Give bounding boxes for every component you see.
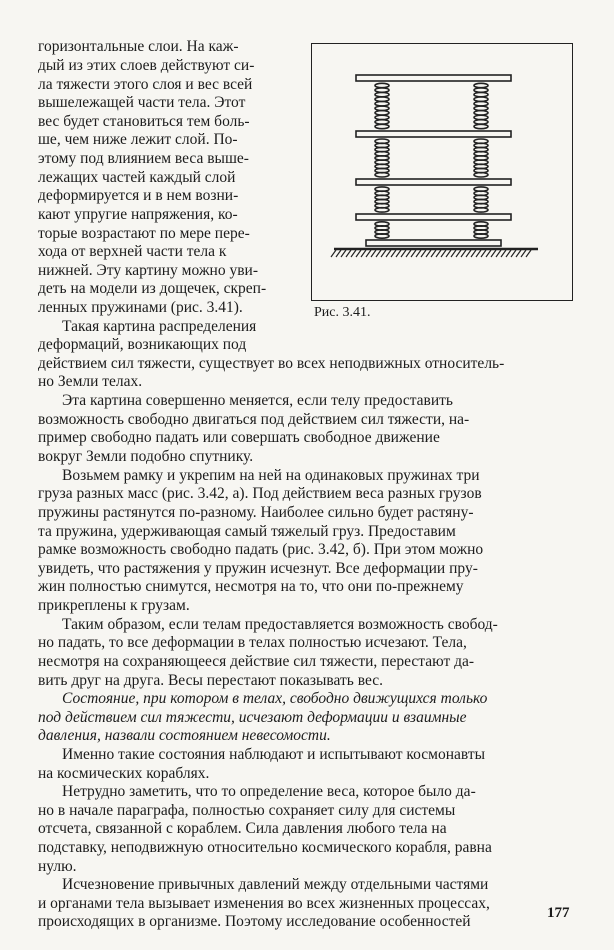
hatch-stroke bbox=[351, 250, 356, 257]
springs-boards-diagram bbox=[312, 44, 571, 299]
spring-coil bbox=[474, 124, 488, 128]
hatch-stroke bbox=[431, 250, 436, 257]
hatch-stroke bbox=[396, 250, 401, 257]
hatch-stroke bbox=[426, 250, 431, 257]
spring-coil bbox=[474, 120, 488, 124]
figure-caption: Рис. 3.41. bbox=[314, 305, 371, 320]
definition-line: под действием сил тяжести, исчезают деформации и взаимные bbox=[38, 709, 467, 726]
ground-hatch bbox=[331, 250, 531, 257]
text-line: подставку, неподвижную относительно космического корабля, равна bbox=[38, 839, 492, 856]
spring-coil bbox=[474, 92, 488, 96]
text-line: ленных пружинами (рис. 3.41). bbox=[38, 299, 243, 316]
hatch-stroke bbox=[411, 250, 416, 257]
text-line: возможность свободно двигаться под действием сил тяжести, на- bbox=[38, 411, 470, 428]
hatch-stroke bbox=[511, 250, 516, 257]
text-line: деть на модели из дощечек, скреп- bbox=[38, 280, 267, 297]
hatch-stroke bbox=[461, 250, 466, 257]
text-line: нижней. Эту картину можно уви- bbox=[38, 262, 258, 279]
text-line: этому под влиянием веса выше- bbox=[38, 150, 249, 167]
text-line: нулю. bbox=[38, 858, 77, 875]
hatch-stroke bbox=[346, 250, 351, 257]
text-line: несмотря на сохраняющееся действие сил тяжести, перестают да- bbox=[38, 653, 475, 670]
spring-coil bbox=[375, 111, 389, 115]
text-line: пружины растянутся по-разному. Наиболее сильно будет растяну- bbox=[38, 504, 474, 521]
text-line: Нетрудно заметить, что то определение веса, которое было да- bbox=[62, 783, 476, 800]
hatch-stroke bbox=[421, 250, 426, 257]
hatch-stroke bbox=[391, 250, 396, 257]
text-line: прикреплены к грузам. bbox=[38, 597, 190, 614]
text-line: кают упругие напряжения, ко- bbox=[38, 206, 238, 223]
text-line: вить друг на друга. Весы перестают показывать вес. bbox=[38, 672, 383, 689]
spring-coil bbox=[375, 102, 389, 106]
text-line: Возьмем рамку и укрепим на ней на одинаковых пружинах три bbox=[62, 467, 480, 484]
hatch-stroke bbox=[371, 250, 376, 257]
hatch-stroke bbox=[501, 250, 506, 257]
text-line: та пружина, удерживающая самый тяжелый груз. Предоставим bbox=[38, 523, 456, 540]
text-line: дый из этих слоев действуют си- bbox=[38, 57, 255, 74]
hatch-stroke bbox=[506, 250, 511, 257]
hatch-stroke bbox=[441, 250, 446, 257]
hatch-stroke bbox=[521, 250, 526, 257]
text-line: торые возрастают по мере пере- bbox=[38, 225, 250, 242]
text-line: но Земли телах. bbox=[38, 373, 143, 390]
text-line: отсчета, связанной с кораблем. Сила давления любого тела на bbox=[38, 820, 447, 837]
hatch-stroke bbox=[376, 250, 381, 257]
hatch-stroke bbox=[356, 250, 361, 257]
text-line: горизонтальные слои. На каж- bbox=[38, 38, 239, 55]
spring-coil bbox=[375, 124, 389, 128]
hatch-stroke bbox=[336, 250, 341, 257]
text-line: Такая картина распределения bbox=[62, 318, 257, 335]
definition-line: Состояние, при котором в телах, свободно движущихся только bbox=[62, 690, 488, 707]
text-line: лежащих частей каждый слой bbox=[38, 169, 236, 186]
text-line: вокруг Земли подобно спутнику. bbox=[38, 448, 254, 465]
hatch-stroke bbox=[406, 250, 411, 257]
text-line: жин полностью снимутся, несмотря на то, что они по-прежнему bbox=[38, 578, 464, 595]
text-line: вышележащей части тела. Этот bbox=[38, 94, 246, 111]
hatch-stroke bbox=[436, 250, 441, 257]
text-line: и органами тела вызывает изменения во всех жизненных процессах, bbox=[38, 895, 490, 912]
spring-coil bbox=[375, 83, 389, 87]
text-line: на космических кораблях. bbox=[38, 765, 210, 782]
hatch-stroke bbox=[496, 250, 501, 257]
text-line: деформируется и в нем возни- bbox=[38, 187, 239, 204]
hatch-stroke bbox=[401, 250, 406, 257]
text-line: действием сил тяжести, существует во всех неподвижных относитель- bbox=[38, 355, 505, 372]
spring-coil bbox=[375, 208, 389, 212]
text-line: происходящих в организме. Поэтому исследование особенностей bbox=[38, 913, 471, 930]
figure-3-41 bbox=[311, 43, 573, 301]
hatch-stroke bbox=[416, 250, 421, 257]
hatch-stroke bbox=[451, 250, 456, 257]
text-line: Таким образом, если телам предоставляется возможность свобод- bbox=[62, 616, 498, 633]
spring-coil bbox=[375, 120, 389, 124]
hatch-stroke bbox=[386, 250, 391, 257]
hatch-stroke bbox=[526, 250, 531, 257]
text-line: хода от верхней части тела к bbox=[38, 243, 227, 260]
hatch-stroke bbox=[366, 250, 371, 257]
hatch-stroke bbox=[446, 250, 451, 257]
spring-coil bbox=[375, 173, 389, 177]
spring-coil bbox=[474, 83, 488, 87]
hatch-stroke bbox=[331, 250, 336, 257]
definition-line: давления, назвали состоянием невесомости. bbox=[38, 727, 331, 744]
spring-coil bbox=[375, 92, 389, 96]
spring-coil bbox=[474, 173, 488, 177]
spring-coil bbox=[474, 234, 488, 238]
text-line: вес будет становиться тем боль- bbox=[38, 113, 250, 130]
spring-coil bbox=[375, 234, 389, 238]
spring-coil bbox=[474, 111, 488, 115]
text-line: но падать, то все деформации в телах полностью исчезают. Тела, bbox=[38, 634, 467, 651]
text-line: деформаций, возникающих под bbox=[38, 336, 247, 353]
hatch-stroke bbox=[476, 250, 481, 257]
hatch-stroke bbox=[471, 250, 476, 257]
hatch-stroke bbox=[466, 250, 471, 257]
hatch-stroke bbox=[491, 250, 496, 257]
text-line: пример свободно падать или совершать свободное движение bbox=[38, 429, 440, 446]
hatch-stroke bbox=[516, 250, 521, 257]
text-line: но в начале параграфа, полностью сохраняет силу для системы bbox=[38, 802, 456, 819]
text-line: ла тяжести этого слоя и вес всей bbox=[38, 76, 253, 93]
hatch-stroke bbox=[361, 250, 366, 257]
text-line: увидеть, что растяжения у пружин исчезнут. Все деформации пру- bbox=[38, 560, 478, 577]
text-line: Исчезновение привычных давлений между отдельными частями bbox=[62, 876, 489, 893]
hatch-stroke bbox=[381, 250, 386, 257]
hatch-stroke bbox=[341, 250, 346, 257]
text-line: Именно такие состояния наблюдают и испытывают космонавты bbox=[62, 746, 486, 763]
text-line: груза разных масс (рис. 3.42, а). Под действием веса разных грузов bbox=[38, 485, 482, 502]
text-line: Эта картина совершенно меняется, если телу предоставить bbox=[62, 392, 454, 409]
hatch-stroke bbox=[481, 250, 486, 257]
spring-coil bbox=[474, 102, 488, 106]
hatch-stroke bbox=[456, 250, 461, 257]
spring-coil bbox=[474, 208, 488, 212]
page-number: 177 bbox=[547, 905, 570, 921]
hatch-stroke bbox=[486, 250, 491, 257]
text-line: ше, чем ниже лежит слой. По- bbox=[38, 131, 238, 148]
text-line: рамке возможность свободно падать (рис. 3.42, б). При этом можно bbox=[38, 541, 484, 558]
